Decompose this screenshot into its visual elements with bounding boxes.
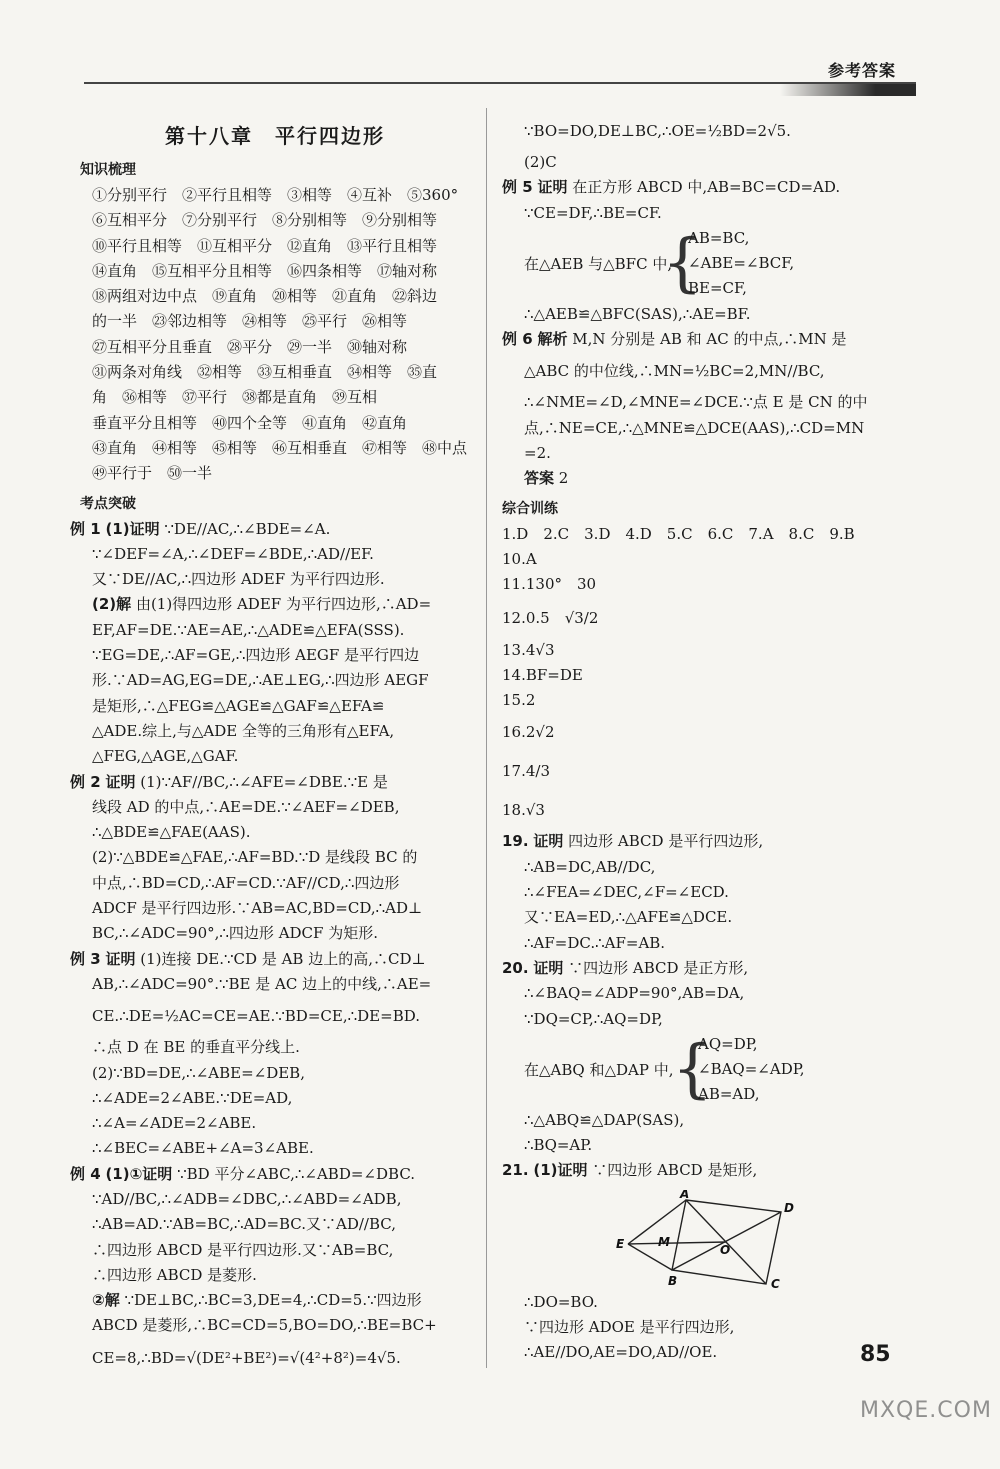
line-text: (2)∵△BDE≌△FAE,∴AF=BD.∵D 是线段 BC 的 — [92, 848, 418, 867]
line-text: ∵四边形 ABCD 是正方形, — [568, 958, 749, 977]
text-line — [502, 598, 912, 638]
text-line — [70, 1162, 480, 1187]
text-line: ⑭直角 ⑮互相平分且相等 ⑯四条相等 ⑰轴对称 — [92, 261, 438, 280]
text-line — [70, 1212, 480, 1237]
line-text: ∵DE⊥BC,∴BC=3,DE=4,∴CD=5.∵四边形 — [124, 1291, 422, 1310]
line-text: 1.D 2.C 3.D 4.D 5.C 6.C 7.A 8.C 9.B — [502, 524, 855, 543]
example-5-conclusion — [502, 302, 912, 327]
question-21 — [502, 1158, 912, 1183]
line-text: =2. — [524, 444, 551, 463]
line-text: ∵四边形 ABCD 是矩形, — [592, 1161, 758, 1180]
condition-line: ∠BAQ=∠ADP, — [698, 1059, 805, 1078]
text-line — [502, 638, 912, 663]
line-text: ∴四边形 ABCD 是菱形. — [92, 1265, 257, 1284]
line-text: ABCD 是菱形,∴BC=CD=5,BO=DO,∴BE=BC+ — [92, 1316, 437, 1335]
keyword: (2)解 — [92, 595, 132, 614]
continued-solution — [502, 112, 912, 175]
text-line: ⑥互相平分 ⑦分别平行 ⑧分别相等 ⑨分别相等 — [92, 211, 438, 230]
text-line — [70, 1238, 480, 1263]
text-line: ⑩平行且相等 ⑪互相平分 ⑫直角 ⑬平行且相等 — [92, 236, 438, 255]
text-line: 的一半 ㉓邻边相等 ㉔相等 ㉕平行 ㉖相等 — [92, 312, 408, 331]
text-line — [70, 896, 480, 921]
line-text: ∴△BDE≌△FAE(AAS). — [92, 823, 251, 842]
line-text: AB,∴∠ADC=90°.∵BE 是 AC 边上的中线,∴AE= — [92, 974, 432, 993]
text-line — [502, 981, 912, 1006]
brace-conds — [688, 226, 794, 301]
line-text: 又∵DE//AC,∴四边形 ADEF 为平行四边形. — [92, 570, 385, 589]
label-b: B — [668, 1273, 678, 1288]
line-text: (2)∵BD=DE,∴∠ABE=∠DEB, — [92, 1063, 305, 1082]
item-number: 例 4 — [70, 1164, 101, 1183]
text-line: ㉗互相平分且垂直 ㉘平分 ㉙一半 ㉚轴对称 — [92, 337, 408, 356]
header-title: 参考答案 — [828, 61, 897, 80]
line-text: ∴∠FEA=∠DEC,∠F=∠ECD. — [524, 883, 729, 902]
text-line — [70, 1339, 480, 1377]
line-text: ∴∠NME=∠D,∠MNE=∠DCE.∵点 E 是 CN 的中 — [524, 393, 868, 412]
brace-label: 在△AEB 与△BFC 中, — [524, 254, 673, 273]
line-text: BC,∴∠ADC=90°,∴四边形 ADCF 为矩形. — [92, 924, 378, 943]
line-text: ∴∠ADE=2∠ABE.∵DE=AD, — [92, 1088, 293, 1107]
text-line — [502, 522, 912, 547]
item-number: 21. — [502, 1161, 529, 1180]
line-text: △ADE.综上,与△ADE 全等的三角形有△EFA, — [92, 721, 395, 740]
line-text: 10.A — [502, 549, 537, 568]
text-line — [502, 547, 912, 572]
label-e: E — [616, 1236, 625, 1251]
line-text: (2)C — [524, 153, 557, 171]
text-line — [70, 871, 480, 896]
keyword: (1)证明 — [533, 1161, 588, 1180]
line-text: ∴∠A=∠ADE=2∠ABE. — [92, 1114, 257, 1133]
line-text: 12.0.5 √3/2 — [502, 608, 599, 627]
text-line — [70, 972, 480, 997]
line-text: ∴∠BAQ=∠ADP=90°,AB=DA, — [524, 984, 745, 1003]
text-line — [502, 201, 912, 226]
label-o: O — [720, 1242, 731, 1257]
line-text: ∴AB=AD.∵AB=BC,∴AD=BC.又∵AD//BC, — [92, 1215, 396, 1234]
item-number: 例 1 — [70, 519, 101, 538]
text-line — [70, 694, 480, 719]
text-line — [502, 441, 912, 466]
text-line — [70, 1136, 480, 1161]
text-line — [502, 688, 912, 713]
line-text: ∴点 D 在 BE 的垂直平分线上. — [92, 1038, 300, 1057]
text-line — [70, 1313, 480, 1338]
text-line — [502, 327, 912, 352]
line-text: 2 — [558, 469, 569, 488]
line-text: ∵EG=DE,∴AF=GE,∴四边形 AEGF 是平行四边 — [92, 646, 420, 665]
brace-symbol: { — [672, 1031, 713, 1106]
text-line — [70, 618, 480, 643]
chapter-title: 第十八章 平行四边形 — [165, 124, 385, 148]
text-line: 角 ㊱相等 ㊲平行 ㊳都是直角 ㊴互相 — [92, 388, 378, 407]
question-21-continued — [502, 1290, 912, 1366]
text-line — [502, 1315, 912, 1340]
line-text: 14.BF=DE — [502, 665, 583, 684]
text-line — [502, 1007, 912, 1032]
brace-label: 在△ABQ 和△DAP 中, — [524, 1060, 674, 1079]
diagonal-bd — [672, 1212, 781, 1270]
section-zonghe: 综合训练 — [502, 500, 558, 517]
line-text: 18.√3 — [502, 801, 545, 820]
text-line — [502, 175, 912, 200]
text-line — [502, 956, 912, 981]
line-text: ∴∠BEC=∠ABE+∠A=3∠ABE. — [92, 1139, 314, 1158]
line-text: CE.∴DE=½AC=CE=AE.∵BD=CE,∴DE=BD. — [92, 1007, 420, 1026]
item-number: 例 6 — [502, 330, 533, 349]
column-divider — [486, 108, 487, 1368]
watermark: MXQE.COM — [860, 1398, 992, 1423]
text-line — [70, 542, 480, 567]
keyword: (1)①证明 — [105, 1164, 173, 1183]
line-text: (1)连接 DE.∵CD 是 AB 边上的高,∴CD⊥ — [140, 949, 426, 968]
text-line: ㊸直角 ㊹相等 ㊺相等 ㊻互相垂直 ㊼相等 ㊽中点 — [92, 438, 468, 457]
item-number: 例 5 — [502, 178, 533, 197]
text-line — [502, 466, 912, 491]
text-line — [502, 713, 912, 751]
keyword: ②解 — [92, 1291, 120, 1310]
text-line — [502, 905, 912, 930]
header-shade-bar — [780, 84, 916, 96]
text-line — [70, 719, 480, 744]
keyword: 答案 — [524, 469, 555, 488]
brace-symbol: { — [662, 225, 703, 300]
text-line — [502, 112, 912, 150]
brace-conditions-q20 — [502, 1032, 912, 1108]
line-text: 线段 AD 的中点,∴AE=DE.∵∠AEF=∠DEB, — [92, 797, 400, 816]
text-line — [502, 390, 912, 415]
text-line: 垂直平分且相等 ㊵四个全等 ㊶直角 ㊷直角 — [92, 413, 408, 432]
text-line — [70, 1187, 480, 1212]
line-text: 15.2 — [502, 691, 536, 710]
item-number: 例 3 — [70, 949, 101, 968]
text-line — [502, 931, 912, 956]
line-text: (1)∵AF//BC,∴∠AFE=∠DBE.∵E 是 — [140, 772, 388, 791]
line-text: 11.130° 30 — [502, 575, 597, 594]
keyword: 证明 — [105, 949, 136, 968]
text-line — [70, 1288, 480, 1313]
text-line — [70, 1086, 480, 1111]
line-text: 中点,∴BD=CD,∴AF=CD.∵AF//CD,∴四边形 — [92, 873, 400, 892]
brace-conditions-ex5 — [502, 226, 912, 302]
line-text: M,N 分别是 AB 和 AC 的中点,∴MN 是 — [572, 330, 847, 349]
text-line — [502, 829, 912, 854]
keyword: 证明 — [537, 178, 568, 197]
question-20-conclusion — [502, 1108, 912, 1159]
keyword: 证明 — [533, 958, 564, 977]
text-line: ㊾平行于 ㊿一半 — [92, 464, 213, 483]
question-20 — [502, 956, 912, 1032]
text-line — [70, 845, 480, 870]
brace-conds — [698, 1032, 805, 1107]
text-line — [70, 1035, 480, 1060]
line-text: ∵四边形 ADOE 是平行四边形, — [524, 1318, 735, 1337]
text-line — [70, 1111, 480, 1136]
text-line — [502, 302, 912, 327]
line-text: 是矩形,∴△FEG≌△AGE≌△GAF≌△EFA≌ — [92, 696, 385, 715]
text-line — [502, 663, 912, 688]
line-text: ∵DE//AC,∴∠BDE=∠A. — [164, 519, 331, 538]
line-text: ∵AD//BC,∴∠ADB=∠DBC,∴∠ABD=∠ADB, — [92, 1189, 402, 1208]
line-text: 形.∵AD=AG,EG=DE,∴AE⊥EG,∴四边形 AEGF — [92, 671, 429, 690]
label-a: A — [680, 1189, 690, 1201]
line-text: EF,AF=DE.∵AE=AE,∴△ADE≌△EFA(SSS). — [92, 620, 405, 639]
text-line — [70, 744, 480, 769]
example-2 — [70, 770, 480, 947]
text-line — [502, 150, 912, 175]
line-text: ∴四边形 ABCD 是平行四边形.又∵AB=BC, — [92, 1240, 394, 1259]
text-line — [70, 567, 480, 592]
text-line: ⑱两组对边中点 ⑲直角 ⑳相等 ㉑直角 ㉒斜边 — [92, 287, 438, 306]
text-line — [70, 820, 480, 845]
text-line — [502, 1340, 912, 1365]
label-m: M — [658, 1234, 670, 1249]
page-number: 85 — [860, 1342, 891, 1367]
text-line — [70, 643, 480, 668]
line-text: 四边形 ABCD 是平行四边形, — [568, 832, 764, 851]
condition-line: ∠ABE=∠BCF, — [688, 253, 795, 272]
right-column — [502, 112, 912, 1366]
text-line — [502, 880, 912, 905]
segment-ea — [628, 1200, 686, 1244]
answer-list — [502, 522, 912, 830]
line-text: ∴BQ=AP. — [524, 1136, 593, 1155]
example-4 — [70, 1162, 480, 1377]
condition-line: AQ=DP, — [698, 1034, 758, 1053]
line-text: ∴AE//DO,AE=DO,AD//OE. — [524, 1343, 718, 1362]
section-knowledge: 知识梳理 — [80, 162, 136, 178]
text-line: ㉛两条对角线 ㉜相等 ㉝互相垂直 ㉞相等 ㉟直 — [92, 363, 438, 382]
line-text: ∴AF=DC.∴AF=AB. — [524, 933, 666, 952]
condition-line: BE=CF, — [688, 278, 747, 297]
condition-line: AB=AD, — [698, 1084, 760, 1103]
text-line — [70, 517, 480, 542]
line-text: 又∵EA=ED,∴△AFE≌△DCE. — [524, 908, 733, 927]
keyword: 证明 — [105, 772, 136, 791]
example-6 — [502, 327, 912, 491]
text-line — [502, 416, 912, 441]
text-line — [70, 1263, 480, 1288]
item-number: 例 2 — [70, 772, 101, 791]
section-kaodian: 考点突破 — [80, 495, 136, 512]
line-text: 16.2√2 — [502, 723, 555, 742]
left-column — [70, 112, 480, 1377]
line-text: ∵CE=DF,∴BE=CF. — [524, 203, 662, 222]
line-text: ∵BO=DO,DE⊥BC,∴OE=½BD=2√5. — [524, 122, 791, 140]
text-line — [70, 795, 480, 820]
example-3 — [70, 947, 480, 1162]
item-number: 20. — [502, 958, 529, 977]
keyword: (1)证明 — [105, 519, 160, 538]
line-text: ∴△ABQ≌△DAP(SAS), — [524, 1110, 685, 1129]
example-1 — [70, 517, 480, 770]
line-text: ∴DO=BO. — [524, 1292, 598, 1311]
text-line — [502, 1290, 912, 1315]
keyword: 证明 — [533, 832, 564, 851]
text-line — [70, 668, 480, 693]
line-text: 17.4/3 — [502, 762, 550, 781]
question-19 — [502, 829, 912, 955]
text-line — [502, 1133, 912, 1158]
text-line — [70, 997, 480, 1035]
line-text: CE=8,∴BD=√(DE²+BE²)=√(4²+8²)=4√5. — [92, 1348, 401, 1367]
text-line — [70, 947, 480, 972]
text-line — [502, 1108, 912, 1133]
condition-line: AB=BC, — [688, 228, 750, 247]
text-line — [502, 855, 912, 880]
keyword: 解析 — [537, 330, 568, 349]
rectangle-figure — [616, 1190, 806, 1290]
line-text: 点,∴NE=CE,∴△MNE≌△DCE(AAS),∴CD=MN — [524, 418, 865, 437]
text-line — [502, 1158, 912, 1183]
example-5 — [502, 175, 912, 226]
item-number: 19. — [502, 832, 529, 851]
line-text: 在正方形 ABCD 中,AB=BC=CD=AD. — [572, 178, 841, 197]
line-text: 13.4√3 — [502, 640, 555, 659]
line-text: △FEG,△AGE,△GAF. — [92, 747, 239, 766]
text-line — [70, 592, 480, 617]
line-text: △ABC 的中位线,∴MN=½BC=2,MN//BC, — [524, 362, 825, 381]
knowledge-list — [70, 183, 480, 487]
text-line — [502, 352, 912, 390]
line-text: ADCF 是平行四边形.∵AB=AC,BD=CD,∴AD⊥ — [92, 899, 423, 918]
segment-eo — [628, 1242, 726, 1244]
line-text: 由(1)得四边形 ADEF 为平行四边形,∴AD= — [135, 595, 432, 614]
text-line — [502, 751, 912, 791]
text-line — [70, 770, 480, 795]
text-line — [70, 1061, 480, 1086]
line-text: ∵∠DEF=∠A,∴∠DEF=∠BDE,∴AD//EF. — [92, 544, 374, 563]
text-line — [502, 572, 912, 597]
label-d: D — [784, 1200, 794, 1215]
text-line — [502, 791, 912, 829]
text-line — [70, 921, 480, 946]
line-text: ∵BD 平分∠ABC,∴∠ABD=∠DBC. — [177, 1164, 416, 1183]
line-text: ∵DQ=CP,∴AQ=DP, — [524, 1009, 663, 1028]
line-text: ∴AB=DC,AB//DC, — [524, 857, 656, 876]
label-c: C — [771, 1276, 780, 1290]
line-text: ∴△AEB≌△BFC(SAS),∴AE=BF. — [524, 304, 751, 323]
text-line: ①分别平行 ②平行且相等 ③相等 ④互补 ⑤360° — [92, 186, 459, 204]
